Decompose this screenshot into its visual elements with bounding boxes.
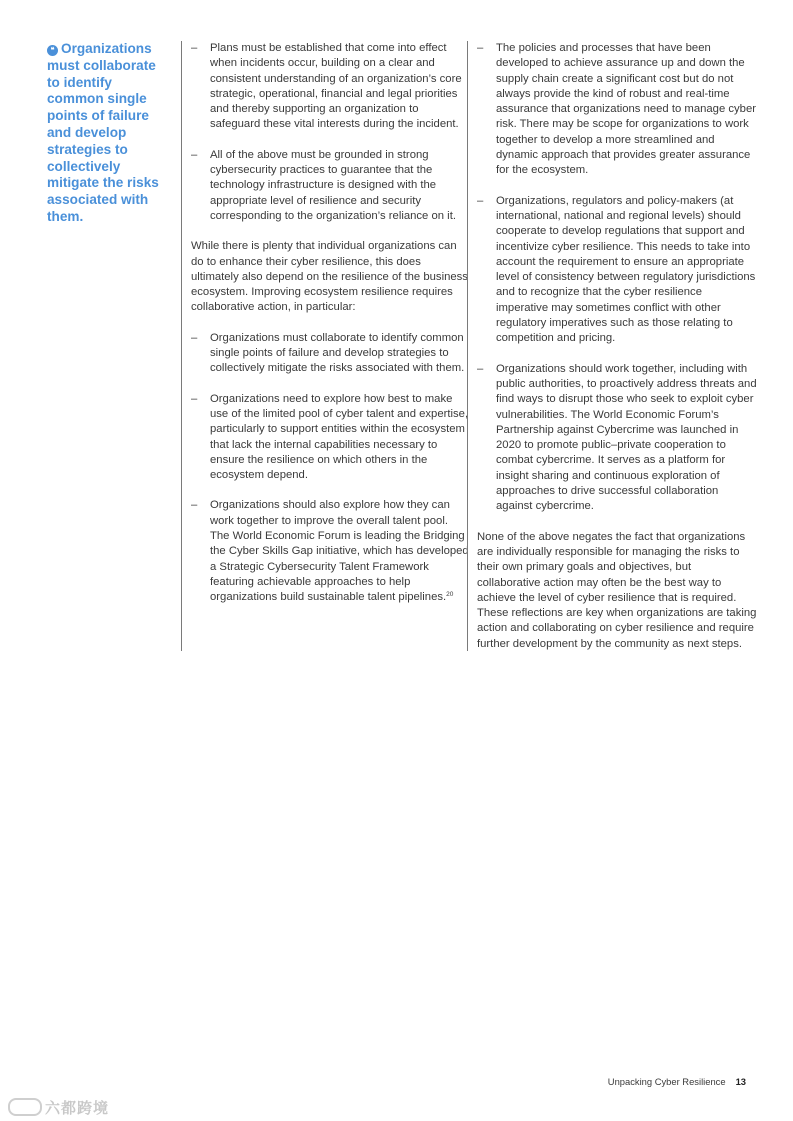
watermark-text: 六都跨境 [45, 1100, 110, 1117]
bullet-item [477, 362, 757, 515]
bullet-dash: – [191, 42, 198, 54]
column-right [467, 41, 757, 651]
bullet-dash: – [191, 499, 198, 512]
column-middle [181, 41, 470, 651]
footer-title: Unpacking Cyber Resilience [607, 1076, 726, 1087]
bullet-text: Plans must be established that come into effect when incidents occur, building on a clear and consistent understanding of an organization’s core strategic, operational, financial and legal priorities and thereby supporting an organization to safeguard these vital interests during the incident. [210, 42, 462, 131]
bullet-item [191, 148, 470, 224]
bullet-dash: – [477, 42, 484, 54]
bullet-item [191, 498, 470, 605]
bullet-dash: – [191, 148, 198, 161]
bullet-dash: – [191, 331, 198, 344]
bullet-item [477, 194, 757, 347]
bullet-text: All of the above must be grounded in strong cybersecurity practices to guarantee that the technology infrastructure is designed with the appropriate level of resilience and security corresponding to the organization’s reliance on it. [210, 148, 456, 222]
footnote-ref[interactable]: 20 [446, 591, 454, 599]
bullet-dash: – [477, 194, 484, 207]
quote-icon: ❝ [47, 45, 58, 56]
bullet-text: The policies and processes that have been developed to achieve assurance up and down the supply chain create a significant cost but do not always provide the kind of robust and real-time assurance that organizations need to manage cyber risk. There may be scope for organizations to work together to develop a more streamlined and dynamic approach that provides greater assurance for the ecosystem. [496, 42, 756, 177]
pull-quote-text: Organizations must collaborate to identify common single points of failure and develop strategies to collectively mitigate the risks associated with them. [47, 41, 159, 224]
bullet-text: Organizations should also explore how they can work together to improve the overall talent pool. The World Economic Forum is leading the Bridging the Cyber Skills Gap initiative, which has developed a Strategic Cybersecurity Talent Framework featuring achievable approaches to help organizations build sustainable talent pipelines. [210, 499, 469, 604]
page-number: 13 [735, 1076, 746, 1087]
bullet-text: Organizations need to explore how best to make use of the limited pool of cyber talent and expertise, particularly to support entities within the ecosystem that lack the internal capabilities necessary to ensure the resilience on which others in the ecosystem depend. [210, 392, 469, 482]
watermark [8, 1097, 109, 1118]
bullet-item [477, 41, 757, 179]
bullet-text: Organizations should work together, including with public authorities, to proactively address threats and find ways to disrupt those who seek to exploit cyber vulnerabilities. The World Economic Forum’s Partnership against Cybercrime was launched in 2020 to promote public–private cooperation to combat cybercrime. It serves as a platform for insight sharing and continuous exploration of approaches to drive successful collaboration against cybercrime. [496, 362, 757, 513]
bullet-text: Organizations, regulators and policy-makers (at international, national and regional levels) should cooperate to develop regulations that support and incentivize cyber resilience. This needs to take into account the requirement to ensure an appropriate level of consistency between regulatory jurisdictions and to recognize that the cyber resilience imperative may sometimes conflict with other regulatory imperatives such as those relating to competition and pricing. [496, 194, 756, 345]
bullet-item [191, 392, 470, 484]
bullet-item [191, 331, 470, 377]
bullet-item [191, 41, 470, 133]
body-paragraph: While there is plenty that individual organizations can do to enhance their cyber resilience, this does ultimately also depend on the resilience of the business ecosystem. Improving ecosystem resilience requires collaborative action, in particular: [191, 240, 468, 314]
body-paragraph: None of the above negates the fact that organizations are individually responsible for managing the risks to their own primary goals and objectives, but collaborative action may often be the best way to achieve the level of cyber resilience that is required. These reflections are key when organizations are taking action and collaborating on cyber resilience and require further development by the community as next steps. [477, 530, 757, 650]
watermark-logo-icon [8, 1098, 42, 1116]
bullet-dash: – [477, 362, 484, 375]
bullet-dash: – [191, 392, 198, 405]
pull-quote [47, 41, 167, 226]
bullet-text: Organizations must collaborate to identify common single points of failure and develop strategies to collectively mitigate the risks associated with them. [210, 331, 465, 375]
page-footer [560, 1076, 746, 1087]
